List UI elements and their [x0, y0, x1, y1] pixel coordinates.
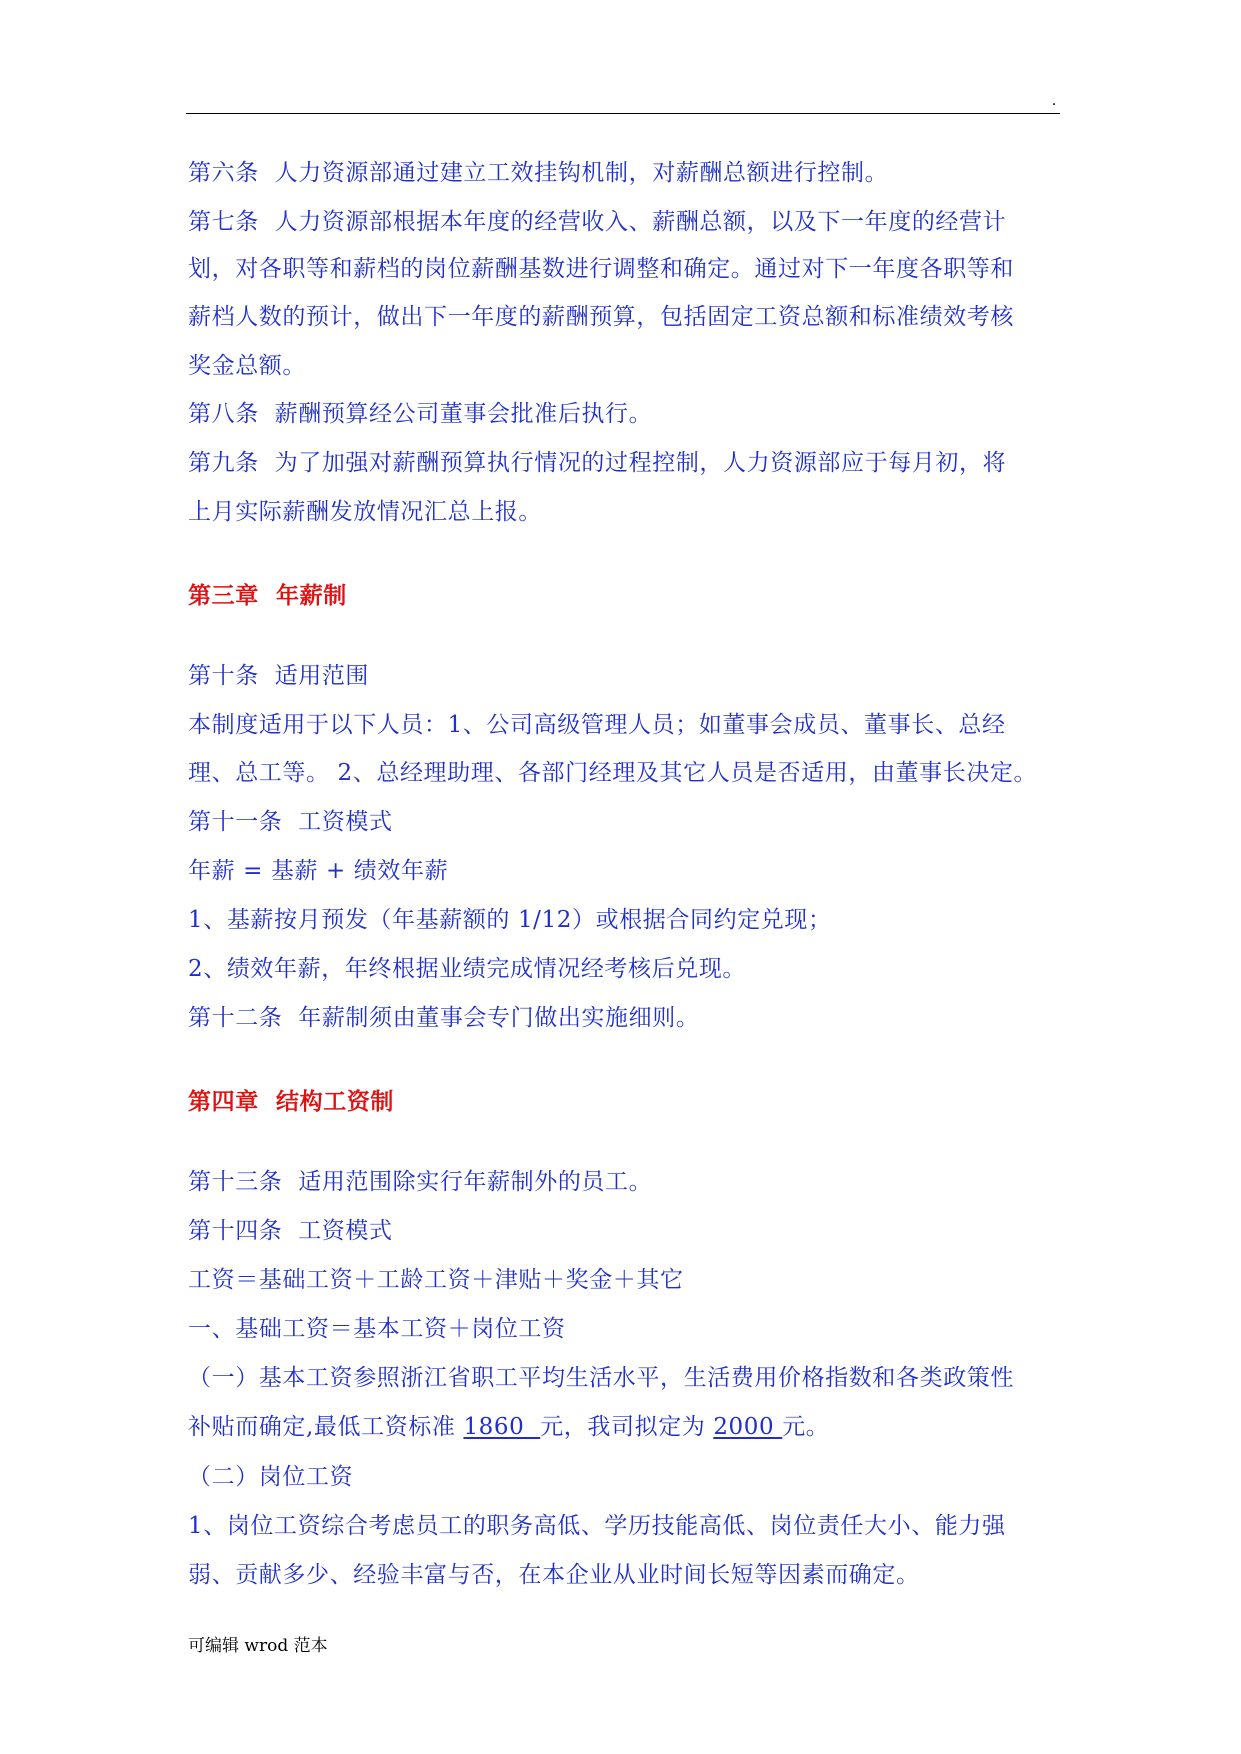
paragraph-line: 年薪 = 基薪 + 绩效年薪 — [188, 858, 449, 884]
paragraph-line: 1、岗位工资综合考虑员工的职务高低、学历技能高低、岗位责任大小、能力强 — [188, 1513, 1006, 1539]
paragraph-line: 奖金总额。 — [188, 353, 306, 379]
min-wage-line — [188, 1411, 829, 1443]
paragraph-line: 1、基薪按月预发（年基薪额的 1/12）或根据合同约定兑现； — [188, 907, 832, 933]
paragraph-line: 本制度适用于以下人员：1、公司高级管理人员；如董事会成员、董事长、总经 — [188, 712, 1006, 738]
paragraph-line: 2、绩效年薪，年终根据业绩完成情况经考核后兑现。 — [188, 956, 747, 982]
company-wage-value: 2000 — [713, 1414, 783, 1440]
chapter-heading: 第四章 结构工资制 — [188, 1089, 395, 1115]
paragraph-line: 第十条 适用范围 — [188, 663, 370, 689]
paragraph-line: 第七条 人力资源部根据本年度的经营收入、薪酬总额，以及下一年度的经营计 — [188, 209, 1007, 235]
paragraph-line: 第十三条 适用范围除实行年薪制外的员工。 — [188, 1169, 653, 1195]
paragraph-line: 第九条 为了加强对薪酬预算执行情况的过程控制，人力资源部应于每月初，将 — [188, 450, 1007, 476]
footer-text: 可编辑 wrod 范本 — [188, 1636, 328, 1656]
paragraph-line: 第十二条 年薪制须由董事会专门做出实施细则。 — [188, 1005, 700, 1031]
chapter-heading: 第三章 年薪制 — [188, 583, 347, 609]
header-mark: . — [1052, 92, 1056, 109]
min-wage-middle: 元，我司拟定为 — [540, 1414, 714, 1440]
min-wage-prefix: 补贴而确定,最低工资标准 — [188, 1414, 464, 1440]
paragraph-line: 薪档人数的预计，做出下一年度的薪酬预算，包括固定工资总额和标准绩效考核 — [188, 304, 1014, 330]
header-rule — [186, 113, 1060, 114]
paragraph-line: （二）岗位工资 — [188, 1464, 354, 1490]
paragraph-line: 第十四条 工资模式 — [188, 1218, 393, 1244]
paragraph-line: 理、总工等。 2、总经理助理、各部门经理及其它人员是否适用，由董事长决定。 — [188, 760, 1038, 786]
min-wage-value: 1860 — [463, 1414, 541, 1440]
paragraph-line: 第八条 薪酬预算经公司董事会批准后执行。 — [188, 401, 653, 427]
paragraph-line: 划，对各职等和薪档的岗位薪酬基数进行调整和确定。通过对下一年度各职等和 — [188, 256, 1014, 282]
paragraph-line: 上月实际薪酬发放情况汇总上报。 — [188, 499, 542, 525]
paragraph-line: 第十一条 工资模式 — [188, 809, 393, 835]
min-wage-suffix: 元。 — [782, 1414, 830, 1440]
paragraph-line: 工资＝基础工资＋工龄工资＋津贴＋奖金＋其它 — [188, 1267, 684, 1293]
paragraph-line: 第六条 人力资源部通过建立工效挂钩机制，对薪酬总额进行控制。 — [188, 160, 889, 186]
paragraph-line: 一、基础工资＝基本工资＋岗位工资 — [188, 1316, 566, 1342]
paragraph-line: （一）基本工资参照浙江省职工平均生活水平，生活费用价格指数和各类政策性 — [188, 1365, 1014, 1391]
paragraph-line: 弱、贡献多少、经验丰富与否，在本企业从业时间长短等因素而确定。 — [188, 1562, 920, 1588]
